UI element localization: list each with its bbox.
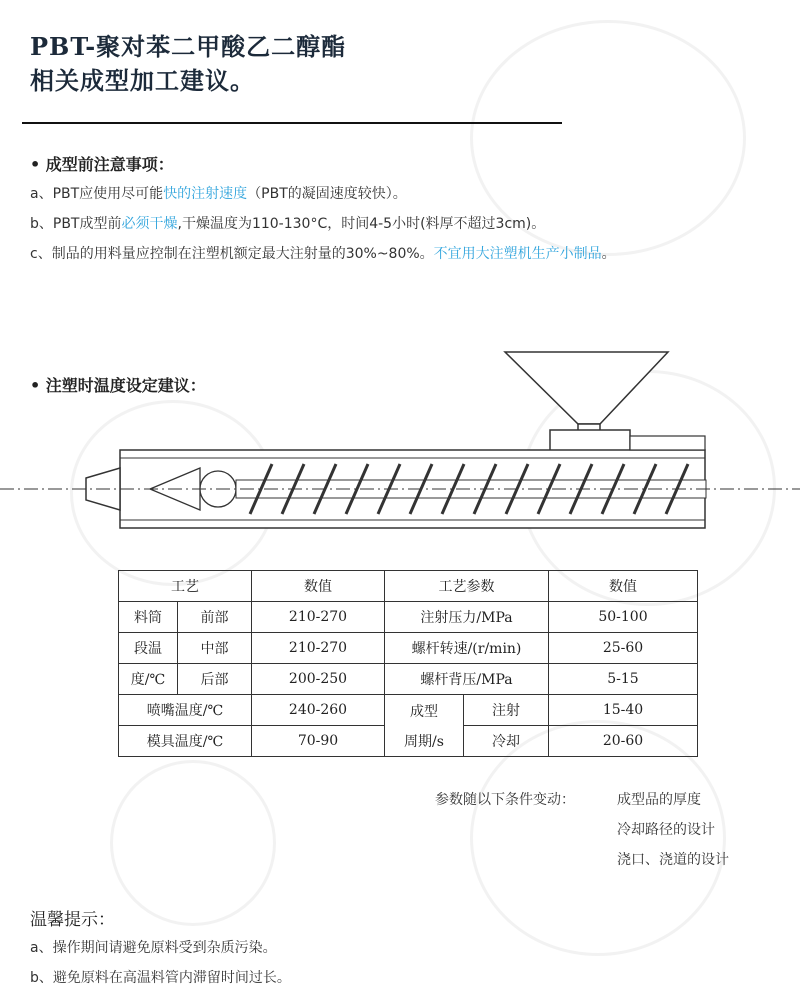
highlight-text: 必须干燥 xyxy=(121,216,178,232)
table-header: 工艺 xyxy=(119,571,252,602)
table-cell: 25-60 xyxy=(549,633,698,664)
table-header: 数值 xyxy=(252,571,385,602)
table-cell-cycle: 成型 周期/s xyxy=(385,695,464,757)
notes-item: 冷却路径的设计 xyxy=(617,822,715,838)
table-row xyxy=(119,664,698,695)
notes-item: 成型品的厚度 xyxy=(617,792,701,808)
table-cell: 螺杆背压/MPa xyxy=(385,664,549,695)
table-cell: 中部 xyxy=(178,633,252,664)
page-title xyxy=(30,30,346,98)
table-cell: 螺杆转速/(r/min) xyxy=(385,633,549,664)
notes-lead: 参数随以下条件变动： xyxy=(435,792,575,808)
table-cell: 模具温度/℃ xyxy=(119,726,252,757)
table-cell: 注射压力/MPa xyxy=(385,602,549,633)
table-cell: 注射 xyxy=(464,695,549,726)
table-row xyxy=(119,633,698,664)
table-cell: 200-250 xyxy=(252,664,385,695)
table-cell: 前部 xyxy=(178,602,252,633)
table-row xyxy=(119,695,698,726)
drive-housing xyxy=(630,436,705,450)
table-cell: 50-100 xyxy=(549,602,698,633)
note-line-a: a、PBT应使用尽可能快的注射速度（PBT的凝固速度较快）。 xyxy=(30,186,407,202)
table-cell: 15-40 xyxy=(549,695,698,726)
table-header: 工艺参数 xyxy=(385,571,549,602)
injection-barrel-diagram xyxy=(0,340,800,550)
watermark-seal xyxy=(110,760,276,926)
tip-line: a、操作期间请避免原料受到杂质污染。 xyxy=(30,940,277,956)
table-cell: 70-90 xyxy=(252,726,385,757)
table-cell: 240-260 xyxy=(252,695,385,726)
highlight-text: 快的注射速度 xyxy=(163,186,248,202)
table-cell: 210-270 xyxy=(252,602,385,633)
table-cell: 料筒 xyxy=(119,602,178,633)
tip-line: b、避免原料在高温料管内滞留时间过长。 xyxy=(30,970,291,986)
section-heading-pre-molding: • 成型前注意事项： xyxy=(30,155,174,174)
note-line-c: c、制品的用料量应控制在注塑机额定最大注射量的30%~80%。不宜用大注塑机生产小制品。 xyxy=(30,246,616,262)
highlight-text: 不宜用大注塑机生产小制品 xyxy=(433,246,602,262)
table-cell: 后部 xyxy=(178,664,252,695)
table-cell: 段温 xyxy=(119,633,178,664)
title-line-2: 相关成型加工建议。 xyxy=(30,66,255,95)
process-parameter-table xyxy=(118,570,698,757)
table-cell: 20-60 xyxy=(549,726,698,757)
notes-item: 浇口、浇道的设计 xyxy=(617,852,729,868)
table-cell: 210-270 xyxy=(252,633,385,664)
table-cell: 度/℃ xyxy=(119,664,178,695)
section-heading-temperature: • 注塑时温度设定建议： xyxy=(30,376,206,395)
title-divider xyxy=(22,122,562,124)
title-line-1: PBT-聚对苯二甲酸乙二醇酯 xyxy=(30,32,347,61)
feed-throat xyxy=(550,430,630,452)
table-row xyxy=(119,602,698,633)
table-cell: 冷却 xyxy=(464,726,549,757)
table-cell: 喷嘴温度/℃ xyxy=(119,695,252,726)
table-row xyxy=(119,571,698,602)
table-header: 数值 xyxy=(549,571,698,602)
tips-heading: 温馨提示： xyxy=(30,910,115,930)
table-cell: 5-15 xyxy=(549,664,698,695)
hopper-shape xyxy=(505,352,668,424)
note-line-b: b、PBT成型前必须干燥,干燥温度为110-130°C，时间4-5小时(料厚不超过3cm)。 xyxy=(30,216,546,232)
